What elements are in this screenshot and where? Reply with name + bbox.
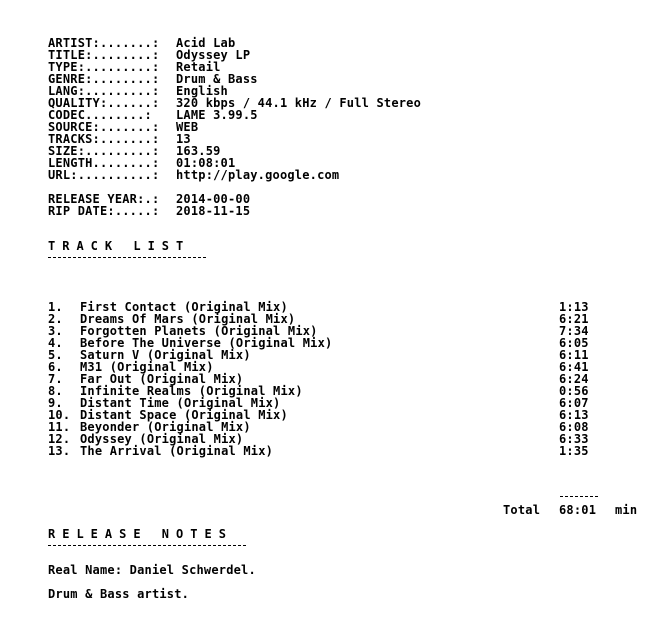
total-unit: min	[615, 503, 638, 517]
total-label: Total	[503, 503, 541, 517]
info-row-type: TYPE:.........: Retail	[48, 60, 221, 74]
track-row: 11. Beyonder (Original Mix) 6:08	[48, 420, 589, 434]
tracklist-underline	[48, 257, 206, 258]
track-row: 10. Distant Space (Original Mix) 6:13	[48, 408, 589, 422]
tracklist-heading: TRACK LIST	[48, 239, 191, 253]
info-row-quality: QUALITY:......: 320 kbps / 44.1 kHz / Full Stereo	[48, 96, 422, 110]
info-row-length: LENGTH........: 01:08:01	[48, 156, 236, 170]
track-row: 3. Forgotten Planets (Original Mix) 7:34	[48, 324, 589, 338]
track-row: 2. Dreams Of Mars (Original Mix) 6:21	[48, 312, 589, 326]
info-row-source: SOURCE:.......: WEB	[48, 120, 199, 134]
track-row: 1. First Contact (Original Mix) 1:13	[48, 300, 589, 314]
track-row: 7. Far Out (Original Mix) 6:24	[48, 372, 589, 386]
info-row-genre: GENRE:........: Drum & Bass	[48, 72, 258, 86]
info-row-artist: ARTIST:.......: Acid Lab	[48, 36, 236, 50]
info-row-size: SIZE:.........: 163.59	[48, 144, 221, 158]
release-notes-heading: RELEASE NOTES	[48, 527, 233, 541]
release-note-line: Real Name: Daniel Schwerdel.	[48, 563, 256, 577]
release-notes-underline	[48, 545, 246, 546]
info-row-title: TITLE:........: Odyssey LP	[48, 48, 251, 62]
track-row: 12. Odyssey (Original Mix) 6:33	[48, 432, 589, 446]
track-row: 5. Saturn V (Original Mix) 6:11	[48, 348, 589, 362]
info-row-tracks: TRACKS:.......: 13	[48, 132, 191, 146]
track-row: 13. The Arrival (Original Mix) 1:35	[48, 444, 589, 458]
track-row: 9. Distant Time (Original Mix) 6:07	[48, 396, 589, 410]
info-row-rip-date: RIP DATE:.....: 2018-11-15	[48, 204, 251, 218]
track-row: 8. Infinite Realms (Original Mix) 0:56	[48, 384, 589, 398]
total-value: 68:01	[559, 503, 597, 517]
total-rule	[560, 496, 598, 497]
info-row-codec: CODEC........: LAME 3.99.5	[48, 108, 258, 122]
info-row-url: URL:..........: http://play.google.com	[48, 168, 340, 182]
release-note-line: Drum & Bass artist.	[48, 587, 190, 601]
info-row-release-year: RELEASE YEAR:.: 2014-00-00	[48, 192, 251, 206]
track-row: 4. Before The Universe (Original Mix) 6:05	[48, 336, 589, 350]
info-row-lang: LANG:.........: English	[48, 84, 228, 98]
track-row: 6. M31 (Original Mix) 6:41	[48, 360, 589, 374]
